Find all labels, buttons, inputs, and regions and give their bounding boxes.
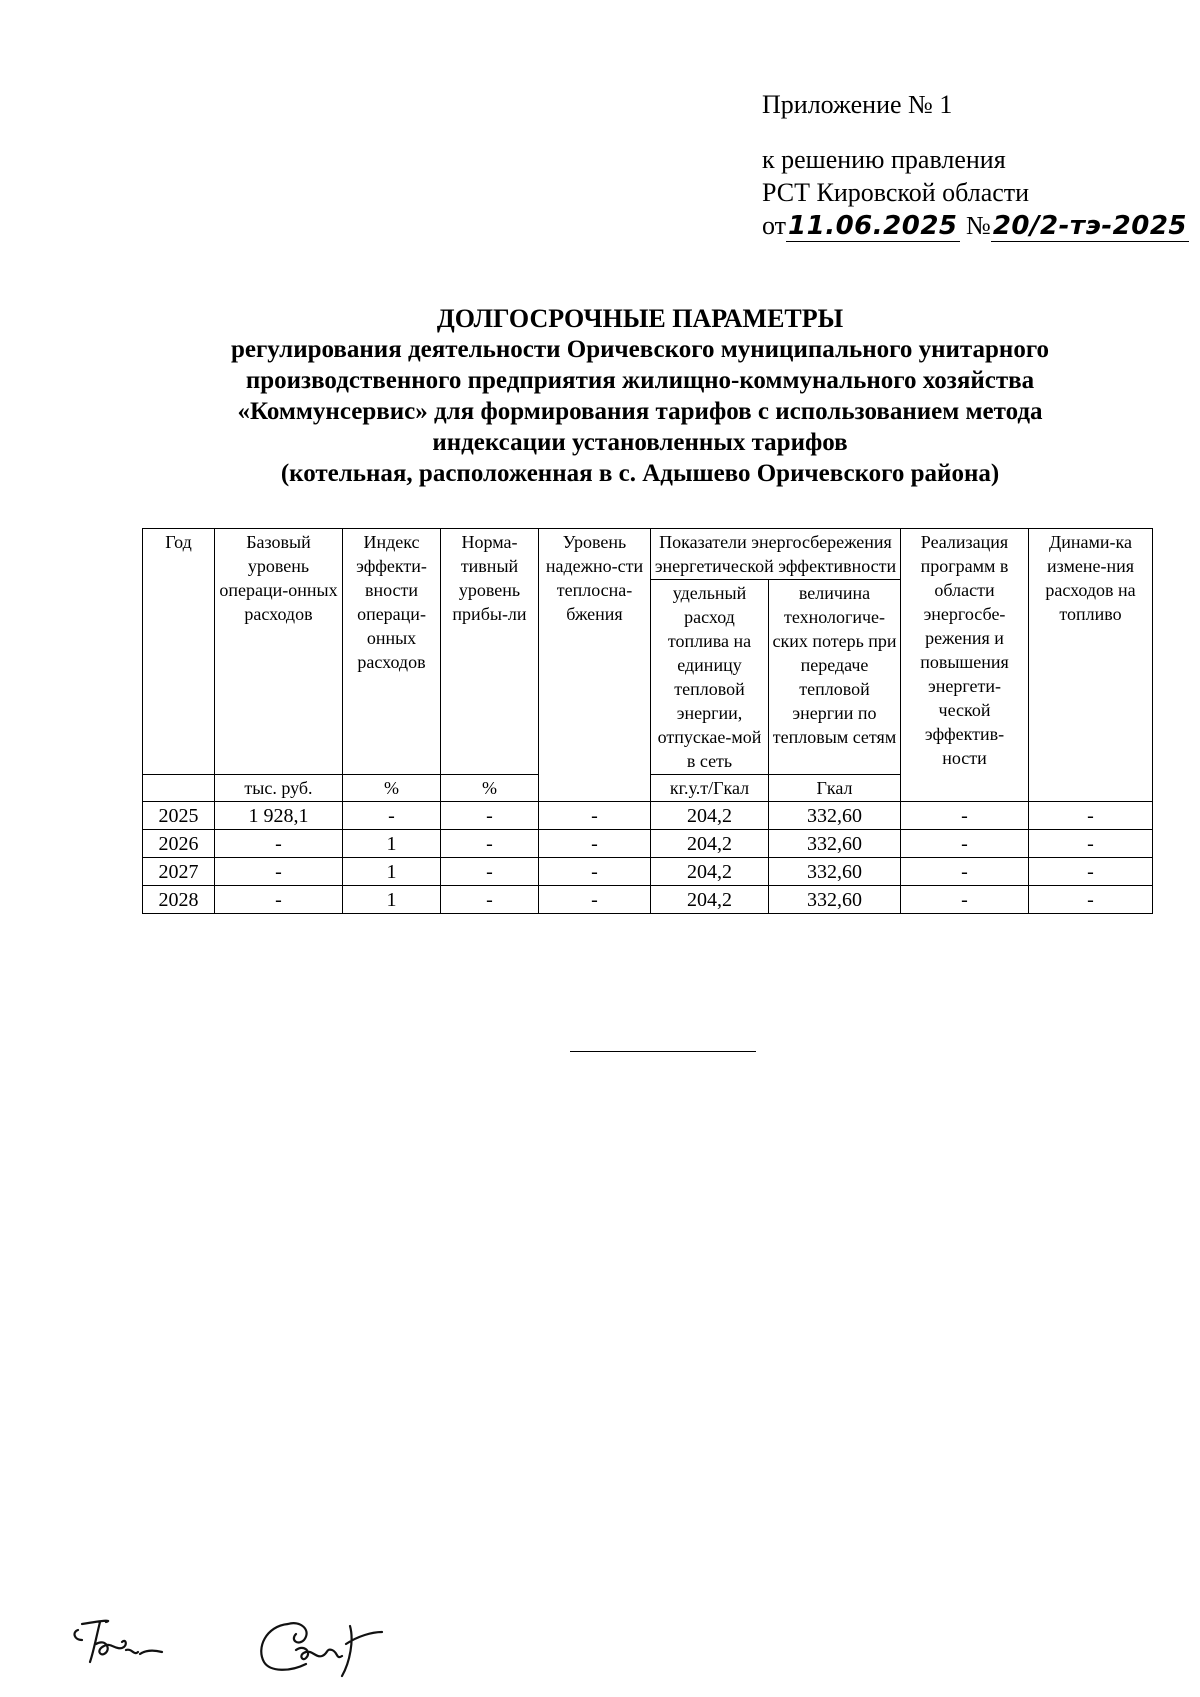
- handwritten-number: 20/2-тэ-2025: [992, 211, 1188, 241]
- cell-index: 1: [343, 830, 441, 858]
- header-reliability: Уровень надежно-сти теплосна-бжения: [539, 529, 651, 802]
- document-title: ДОЛГОСРОЧНЫЕ ПАРАМЕТРЫ: [436, 304, 844, 333]
- heading-line-4: индексации установленных тарифов: [432, 429, 848, 456]
- cell-index: 1: [343, 886, 441, 914]
- cell-base: -: [215, 858, 343, 886]
- table-row: [143, 858, 1153, 886]
- signature-1-icon: [66, 1610, 216, 1674]
- cell-reliability: -: [539, 886, 651, 914]
- unit-efficiency-index: %: [343, 775, 441, 802]
- header-year: Год: [143, 529, 215, 775]
- cell-dynamics: -: [1029, 830, 1153, 858]
- cell-fuel: 204,2: [651, 802, 769, 830]
- cell-programs: -: [901, 858, 1029, 886]
- appendix-block: [762, 88, 1189, 243]
- cell-dynamics: -: [1029, 858, 1153, 886]
- cell-programs: -: [901, 802, 1029, 830]
- header-energy-group: Показатели энергосбережения энергетической эффективности: [651, 529, 901, 580]
- signature-2-icon: [250, 1610, 420, 1680]
- appendix-decision: к решению правления: [762, 145, 1006, 174]
- unit-losses: Гкал: [769, 775, 901, 802]
- cell-fuel: 204,2: [651, 830, 769, 858]
- cell-fuel: 204,2: [651, 886, 769, 914]
- unit-base-level: тыс. руб.: [215, 775, 343, 802]
- cell-programs: -: [901, 886, 1029, 914]
- cell-dynamics: -: [1029, 802, 1153, 830]
- cell-losses: 332,60: [769, 858, 901, 886]
- cell-profit: -: [441, 886, 539, 914]
- heading-line-5: (котельная, расположенная в с. Адышево Оричевского района): [280, 460, 1000, 487]
- header-losses: величина технологиче-ских потерь при передаче тепловой энергии по тепловым сетям: [769, 580, 901, 775]
- cell-profit: -: [441, 802, 539, 830]
- cell-base: -: [215, 830, 343, 858]
- cell-losses: 332,60: [769, 886, 901, 914]
- cell-year: 2026: [143, 830, 215, 858]
- appendix-authority: РСТ Кировской области: [762, 178, 1030, 207]
- unit-fuel-rate: кг.у.т/Гкал: [651, 775, 769, 802]
- heading-line-2: производственного предприятия жилищно-коммунального хозяйства: [245, 367, 1035, 394]
- unit-profit-level: %: [441, 775, 539, 802]
- header-fuel-dynamics: Динами-ка измене-ния расходов на топливо: [1029, 529, 1153, 802]
- number-prefix: №: [966, 211, 991, 240]
- end-divider: [570, 1051, 756, 1052]
- cell-year: 2027: [143, 858, 215, 886]
- cell-reliability: -: [539, 802, 651, 830]
- unit-year: [143, 775, 215, 802]
- header-fuel-rate: удельный расход топлива на единицу тепловой энергии, отпускае-мой в сеть: [651, 580, 769, 775]
- document-heading: [120, 303, 1160, 489]
- cell-fuel: 204,2: [651, 858, 769, 886]
- header-base-level: Базовый уровень операци-онных расходов: [215, 529, 343, 775]
- cell-dynamics: -: [1029, 886, 1153, 914]
- header-efficiency-index: Индекс эффекти-вности операци-онных расходов: [343, 529, 441, 775]
- cell-base: 1 928,1: [215, 802, 343, 830]
- cell-index: 1: [343, 858, 441, 886]
- appendix-label: Приложение № 1: [762, 90, 953, 119]
- table-row: [143, 830, 1153, 858]
- header-programs: Реализация программ в области энергосбе-режения и повышения энергети-ческой эффектив-ности: [901, 529, 1029, 802]
- cell-index: -: [343, 802, 441, 830]
- date-prefix: от: [762, 211, 787, 240]
- table-row: [143, 802, 1153, 830]
- parameters-table: [142, 528, 1153, 914]
- cell-losses: 332,60: [769, 802, 901, 830]
- heading-line-1: регулирования деятельности Оричевского муниципального унитарного: [230, 336, 1050, 363]
- table-row: [143, 886, 1153, 914]
- cell-year: 2025: [143, 802, 215, 830]
- cell-losses: 332,60: [769, 830, 901, 858]
- cell-year: 2028: [143, 886, 215, 914]
- header-profit-level: Норма-тивный уровень прибы-ли: [441, 529, 539, 775]
- heading-line-3: «Коммунсервис» для формирования тарифов с использованием метода: [237, 398, 1043, 425]
- cell-reliability: -: [539, 830, 651, 858]
- cell-reliability: -: [539, 858, 651, 886]
- cell-profit: -: [441, 830, 539, 858]
- cell-base: -: [215, 886, 343, 914]
- cell-profit: -: [441, 858, 539, 886]
- cell-programs: -: [901, 830, 1029, 858]
- appendix-date-line: [762, 209, 1189, 243]
- handwritten-date: 11.06.2025: [788, 211, 958, 241]
